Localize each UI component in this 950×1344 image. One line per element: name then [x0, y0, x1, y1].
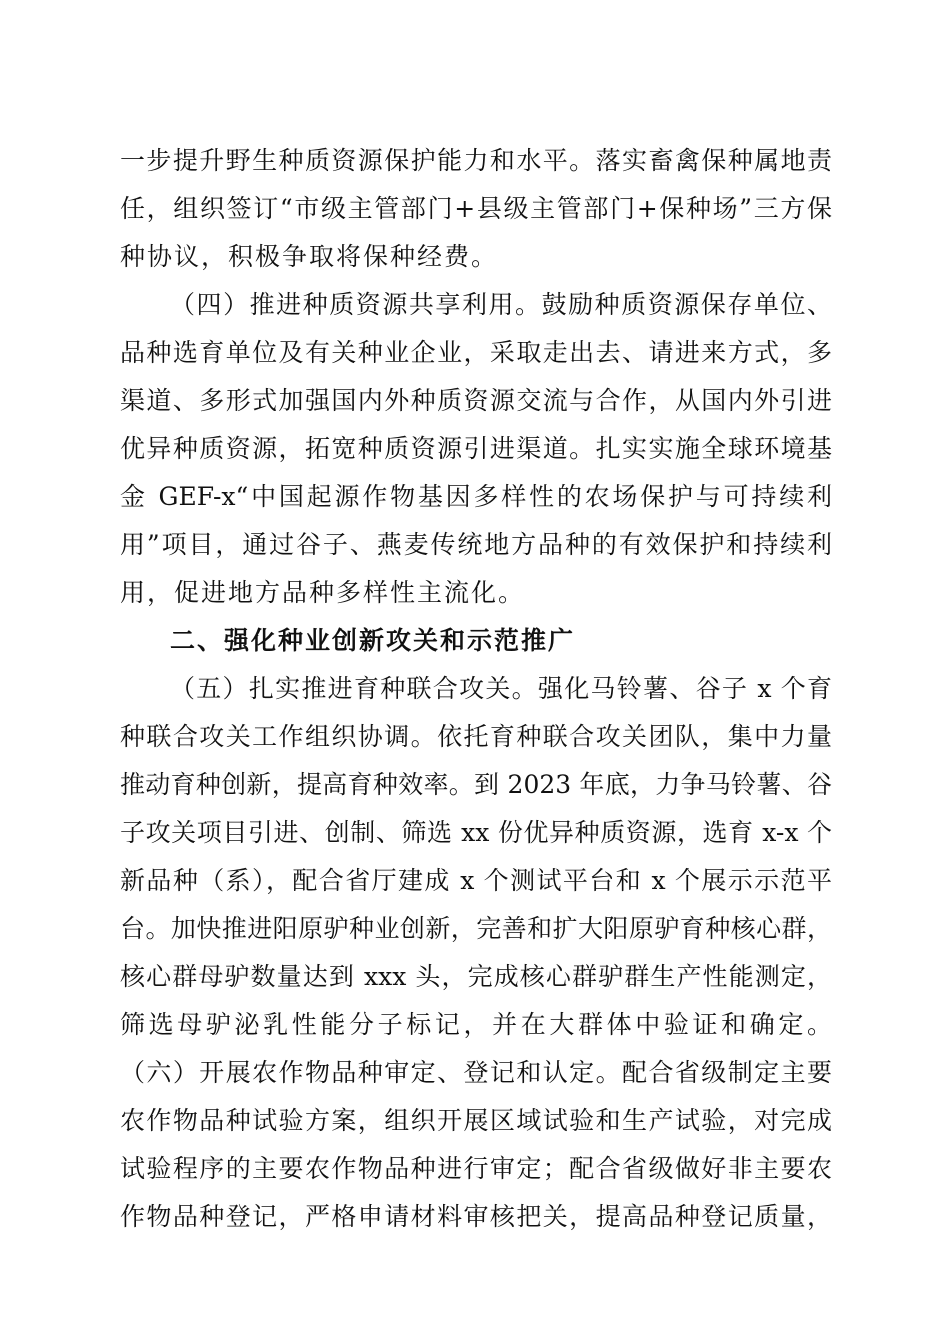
paragraph-line: 推动育种创新，提高育种效率。到 2023 年底，力争马铃薯、谷: [120, 770, 832, 799]
paragraph-line: 种联合攻关工作组织协调。依托育种联合攻关团队，集中力量: [120, 722, 832, 751]
paragraph-line: 筛选母驴泌乳性能分子标记，并在大群体中验证和确定。: [120, 1010, 832, 1039]
section-heading-2: 二、强化种业创新攻关和示范推广: [170, 626, 576, 655]
section-6-first-line: （六）开展农作物品种审定、登记和认定。配合省级制定主要: [120, 1058, 832, 1087]
paragraph-line: 核心群母驴数量达到 xxx 头，完成核心群驴群生产性能测定，: [120, 962, 832, 991]
paragraph-line: 任，组织签订“市级主管部门+县级主管部门+保种场”三方保: [120, 194, 832, 223]
paragraph-line: 台。加快推进阳原驴种业创新，完善和扩大阳原驴育种核心群，: [120, 914, 832, 943]
paragraph-line: 金 GEF-x“中国起源作物基因多样性的农场保护与可持续利: [120, 482, 832, 511]
paragraph-line: 农作物品种试验方案，组织开展区域试验和生产试验，对完成: [120, 1106, 832, 1135]
paragraph-line: 渠道、多形式加强国内外种质资源交流与合作，从国内外引进: [120, 386, 832, 415]
section-5-first-line: （五）扎实推进育种联合攻关。强化马铃薯、谷子 x 个育: [170, 674, 832, 703]
section-4-first-line: （四）推进种质资源共享利用。鼓励种质资源保存单位、: [170, 290, 832, 319]
paragraph-line: 种协议，积极争取将保种经费。: [120, 242, 499, 271]
paragraph-line: 品种选育单位及有关种业企业，采取走出去、请进来方式，多: [120, 338, 832, 367]
paragraph-line: 试验程序的主要农作物品种进行审定；配合省级做好非主要农: [120, 1154, 832, 1183]
paragraph-line: 新品种（系），配合省厅建成 x 个测试平台和 x 个展示示范平: [120, 866, 832, 895]
paragraph-line: 作物品种登记，严格申请材料审核把关，提高品种登记质量，: [120, 1202, 832, 1231]
paragraph-line: 一步提升野生种质资源保护能力和水平。落实畜禽保种属地责: [120, 146, 832, 175]
paragraph-line: 子攻关项目引进、创制、筛选 xx 份优异种质资源，选育 x-x 个: [120, 818, 832, 847]
paragraph-line: 优异种质资源，拓宽种质资源引进渠道。扎实实施全球环境基: [120, 434, 832, 463]
paragraph-line: 用”项目，通过谷子、燕麦传统地方品种的有效保护和持续利: [120, 530, 832, 559]
paragraph-line: 用，促进地方品种多样性主流化。: [120, 578, 526, 607]
